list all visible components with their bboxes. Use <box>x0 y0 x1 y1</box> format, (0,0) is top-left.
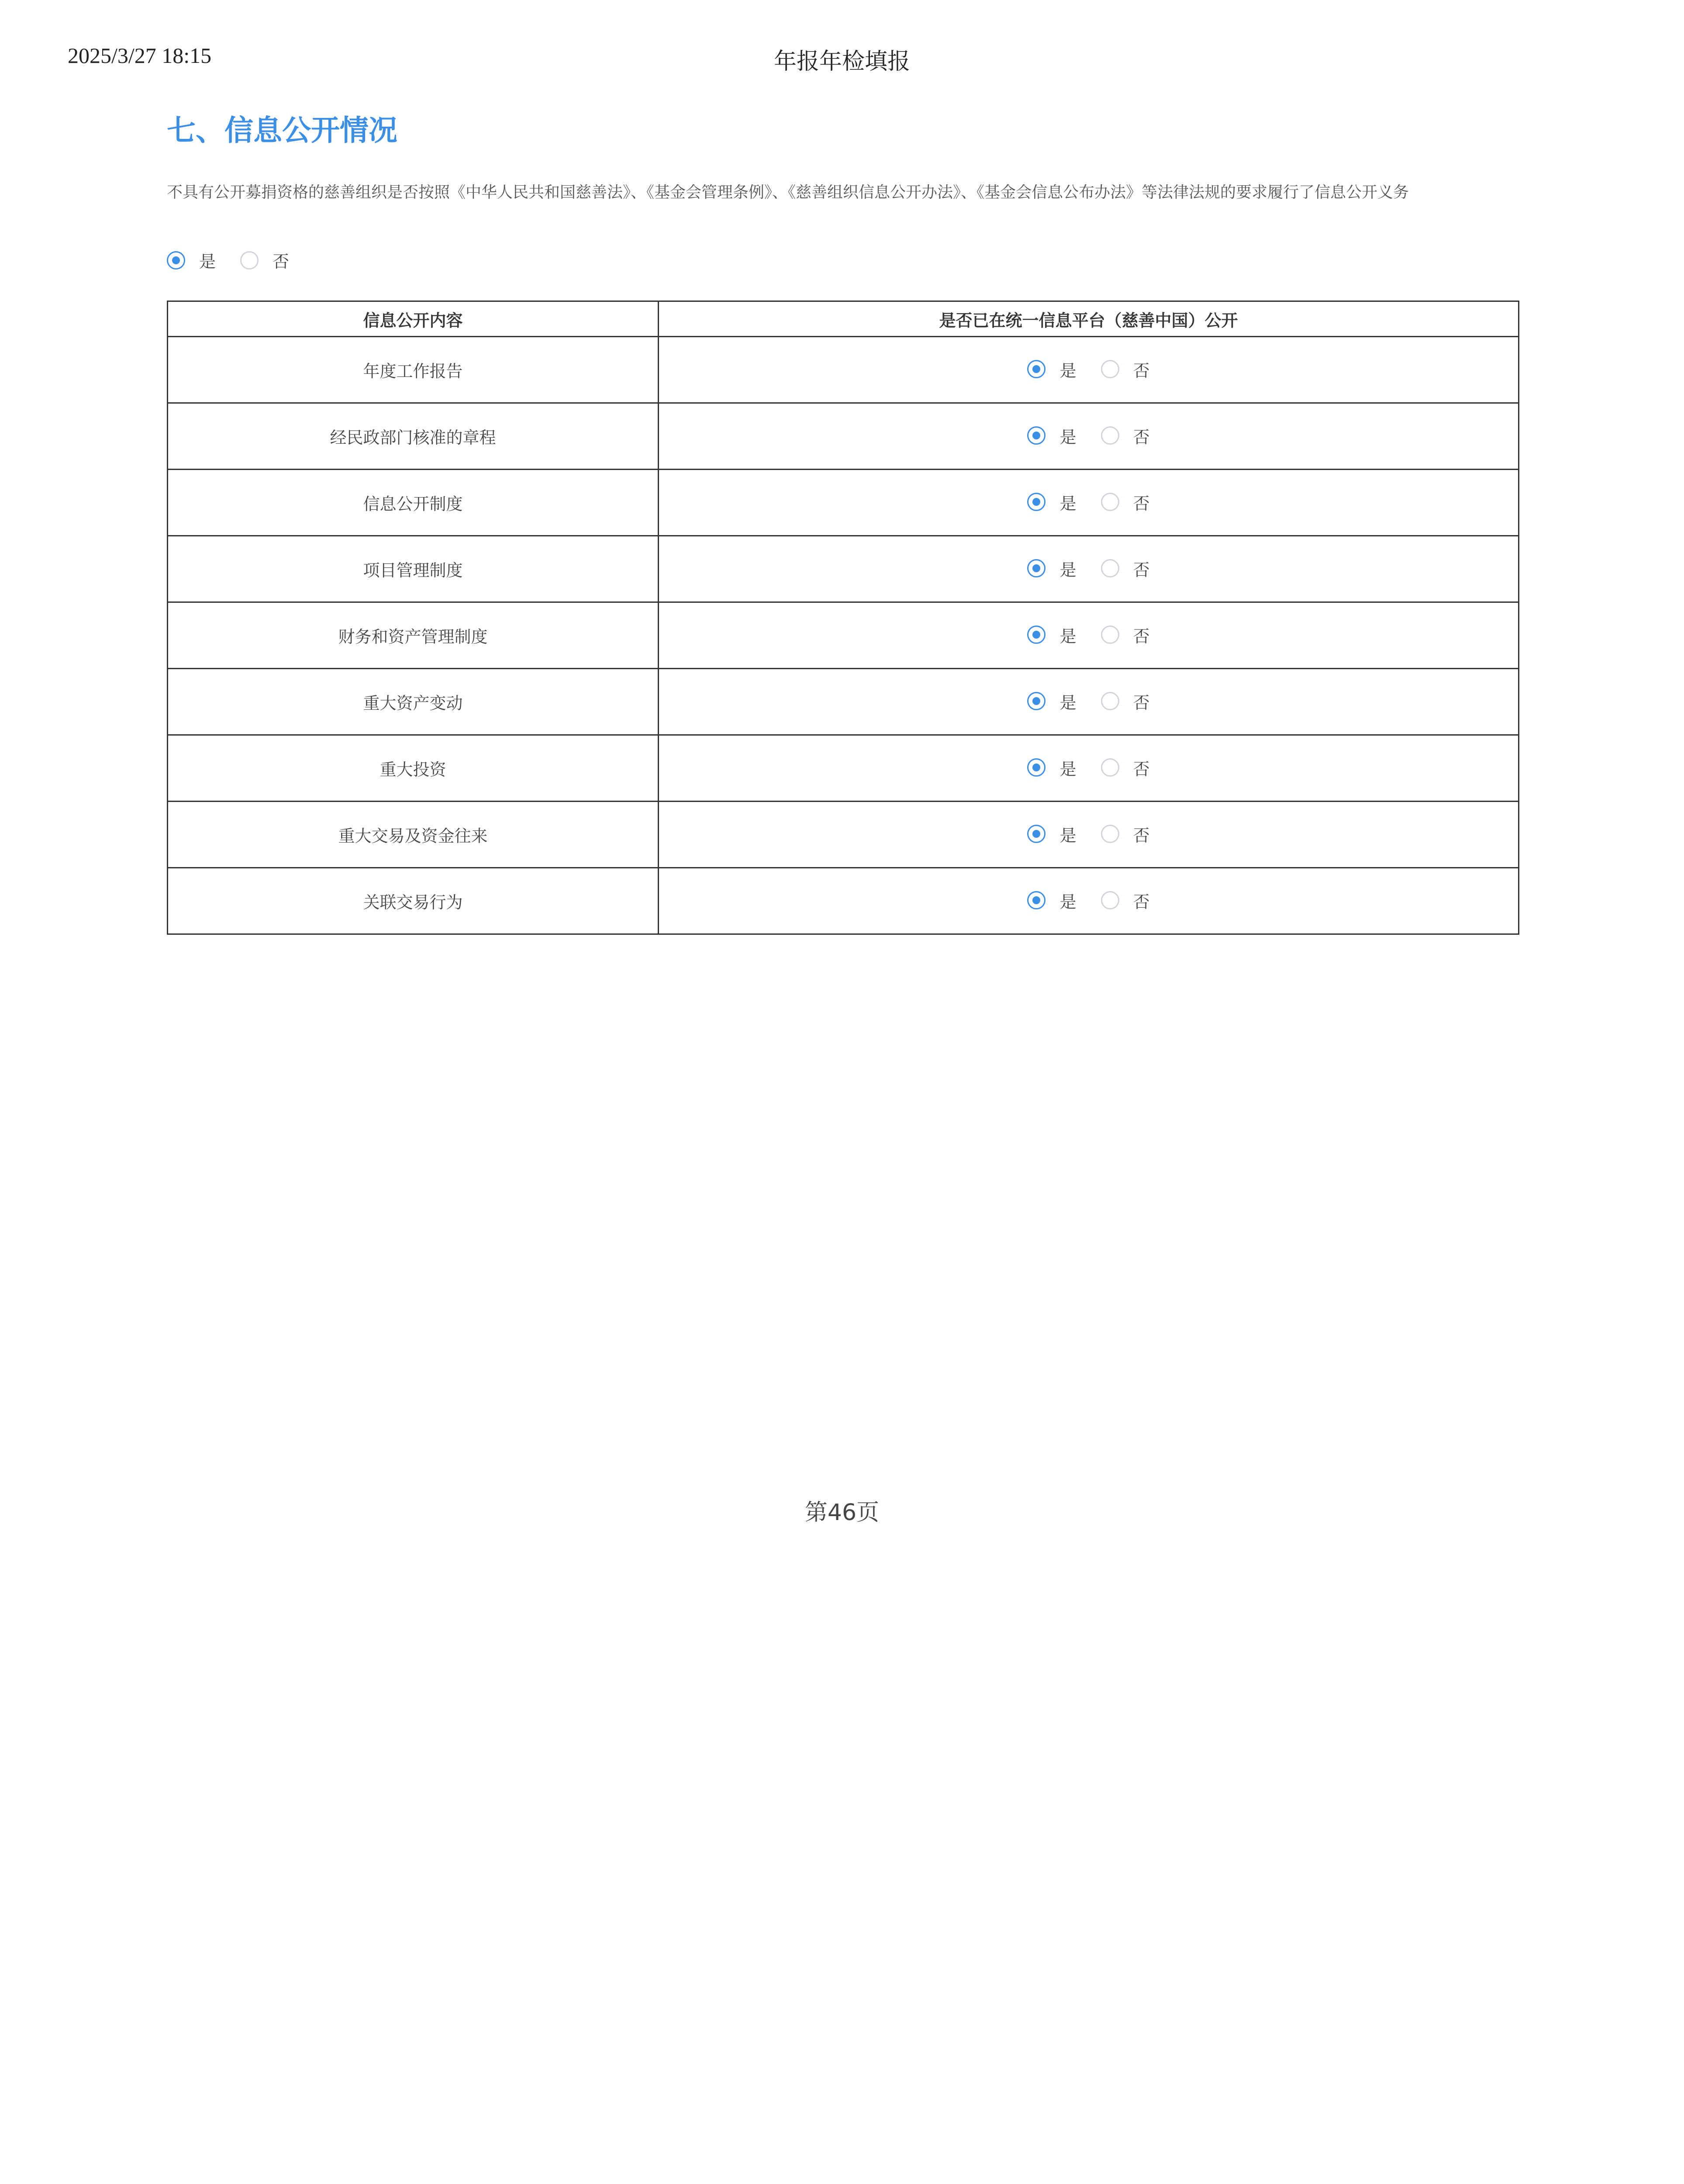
row-yes-option[interactable] <box>1027 689 1076 713</box>
radio-checked-icon[interactable] <box>167 251 185 270</box>
row-yes-option[interactable] <box>1027 490 1076 514</box>
row-content-cell: 重大投资 <box>168 735 659 802</box>
row-published-cell <box>659 802 1519 868</box>
row-no-option[interactable] <box>1101 357 1150 381</box>
row-yes-option[interactable] <box>1027 822 1076 846</box>
row-radio-group <box>1027 822 1149 846</box>
radio-checked-icon[interactable] <box>1027 758 1046 777</box>
row-yes-option[interactable] <box>1027 756 1076 780</box>
row-yes-label: 是 <box>1059 759 1077 779</box>
radio-checked-icon[interactable] <box>1027 493 1046 511</box>
radio-checked-icon[interactable] <box>1027 426 1046 445</box>
row-radio-group <box>1027 490 1149 514</box>
radio-unchecked-icon[interactable] <box>1101 758 1119 777</box>
row-content-cell: 项目管理制度 <box>168 536 659 602</box>
row-published-cell <box>659 403 1519 470</box>
row-published-cell <box>659 669 1519 735</box>
radio-checked-icon[interactable] <box>1027 891 1046 909</box>
row-no-label: 否 <box>1133 361 1150 380</box>
table-row <box>168 735 1519 802</box>
row-no-label: 否 <box>1133 693 1150 712</box>
row-no-option[interactable] <box>1101 756 1150 780</box>
row-no-option[interactable] <box>1101 689 1150 713</box>
row-yes-label: 是 <box>1059 560 1077 580</box>
row-yes-label: 是 <box>1059 626 1077 646</box>
table-row <box>168 802 1519 868</box>
section-title: 七、信息公开情况 <box>167 114 397 147</box>
print-title: 年报年检填报 <box>773 48 910 75</box>
row-yes-label: 是 <box>1059 826 1077 845</box>
row-yes-label: 是 <box>1059 892 1077 912</box>
row-published-cell <box>659 470 1519 536</box>
table-row <box>168 669 1519 735</box>
row-yes-option[interactable] <box>1027 357 1076 381</box>
table-row <box>168 470 1519 536</box>
row-radio-group <box>1027 556 1149 581</box>
row-yes-option[interactable] <box>1027 888 1076 912</box>
row-content-cell: 重大交易及资金往来 <box>168 802 659 868</box>
row-yes-label: 是 <box>1059 494 1077 513</box>
row-radio-group <box>1027 888 1149 912</box>
answer-no-label: 否 <box>273 252 290 271</box>
row-no-label: 否 <box>1133 560 1150 580</box>
answer-yes-label: 是 <box>199 252 216 271</box>
row-content-cell: 信息公开制度 <box>168 470 659 536</box>
row-published-cell <box>659 868 1519 934</box>
table-row <box>168 602 1519 669</box>
column-header-content: 信息公开内容 <box>168 301 659 337</box>
row-content-cell: 关联交易行为 <box>168 868 659 934</box>
row-no-label: 否 <box>1133 892 1150 912</box>
row-no-label: 否 <box>1133 427 1150 447</box>
table-row <box>168 403 1519 470</box>
radio-checked-icon[interactable] <box>1027 692 1046 710</box>
answer-yes-option[interactable] <box>167 248 216 272</box>
row-published-cell <box>659 337 1519 403</box>
row-radio-group <box>1027 756 1149 780</box>
column-header-published: 是否已在统一信息平台（慈善中国）公开 <box>659 301 1519 337</box>
row-yes-label: 是 <box>1059 693 1077 712</box>
row-published-cell <box>659 536 1519 602</box>
radio-checked-icon[interactable] <box>1027 559 1046 577</box>
disclosure-question: 不具有公开募捐资格的慈善组织是否按照《中华人民共和国慈善法》、《基金会管理条例》、《慈善组织信息公开办法》、《基金会信息公布办法》等法律法规的要求履行了信息公开义务 <box>167 183 1409 201</box>
disclosure-answer-group <box>167 248 314 272</box>
page-number: 第46页 <box>804 1500 880 1526</box>
radio-checked-icon[interactable] <box>1027 625 1046 644</box>
row-no-option[interactable] <box>1101 623 1150 647</box>
row-no-option[interactable] <box>1101 822 1150 846</box>
print-datetime: 2025/3/27 18:15 <box>68 43 212 68</box>
row-no-option[interactable] <box>1101 490 1150 514</box>
row-no-label: 否 <box>1133 759 1150 779</box>
row-yes-option[interactable] <box>1027 623 1076 647</box>
radio-unchecked-icon[interactable] <box>1101 625 1119 644</box>
answer-no-option[interactable] <box>240 248 289 272</box>
row-yes-label: 是 <box>1059 427 1077 447</box>
radio-unchecked-icon[interactable] <box>1101 692 1119 710</box>
row-content-cell: 经民政部门核准的章程 <box>168 403 659 470</box>
row-no-option[interactable] <box>1101 556 1150 581</box>
row-radio-group <box>1027 424 1149 448</box>
table-row <box>168 868 1519 934</box>
disclosure-table <box>167 301 1519 935</box>
radio-unchecked-icon[interactable] <box>1101 825 1119 843</box>
radio-unchecked-icon[interactable] <box>1101 891 1119 909</box>
table-row <box>168 337 1519 403</box>
row-no-label: 否 <box>1133 826 1150 845</box>
radio-checked-icon[interactable] <box>1027 360 1046 378</box>
radio-unchecked-icon[interactable] <box>1101 559 1119 577</box>
row-content-cell: 财务和资产管理制度 <box>168 602 659 669</box>
row-published-cell <box>659 735 1519 802</box>
table-header-row <box>168 301 1519 337</box>
radio-unchecked-icon[interactable] <box>1101 493 1119 511</box>
radio-unchecked-icon[interactable] <box>240 251 259 270</box>
row-published-cell <box>659 602 1519 669</box>
radio-checked-icon[interactable] <box>1027 825 1046 843</box>
radio-unchecked-icon[interactable] <box>1101 426 1119 445</box>
table-row <box>168 536 1519 602</box>
row-no-label: 否 <box>1133 494 1150 513</box>
row-yes-label: 是 <box>1059 361 1077 380</box>
row-no-option[interactable] <box>1101 888 1150 912</box>
row-yes-option[interactable] <box>1027 556 1076 581</box>
row-radio-group <box>1027 623 1149 647</box>
row-content-cell: 重大资产变动 <box>168 669 659 735</box>
row-radio-group <box>1027 357 1149 381</box>
row-yes-option[interactable] <box>1027 424 1076 448</box>
radio-unchecked-icon[interactable] <box>1101 360 1119 378</box>
row-content-cell: 年度工作报告 <box>168 337 659 403</box>
row-no-option[interactable] <box>1101 424 1150 448</box>
row-no-label: 否 <box>1133 626 1150 646</box>
row-radio-group <box>1027 689 1149 713</box>
